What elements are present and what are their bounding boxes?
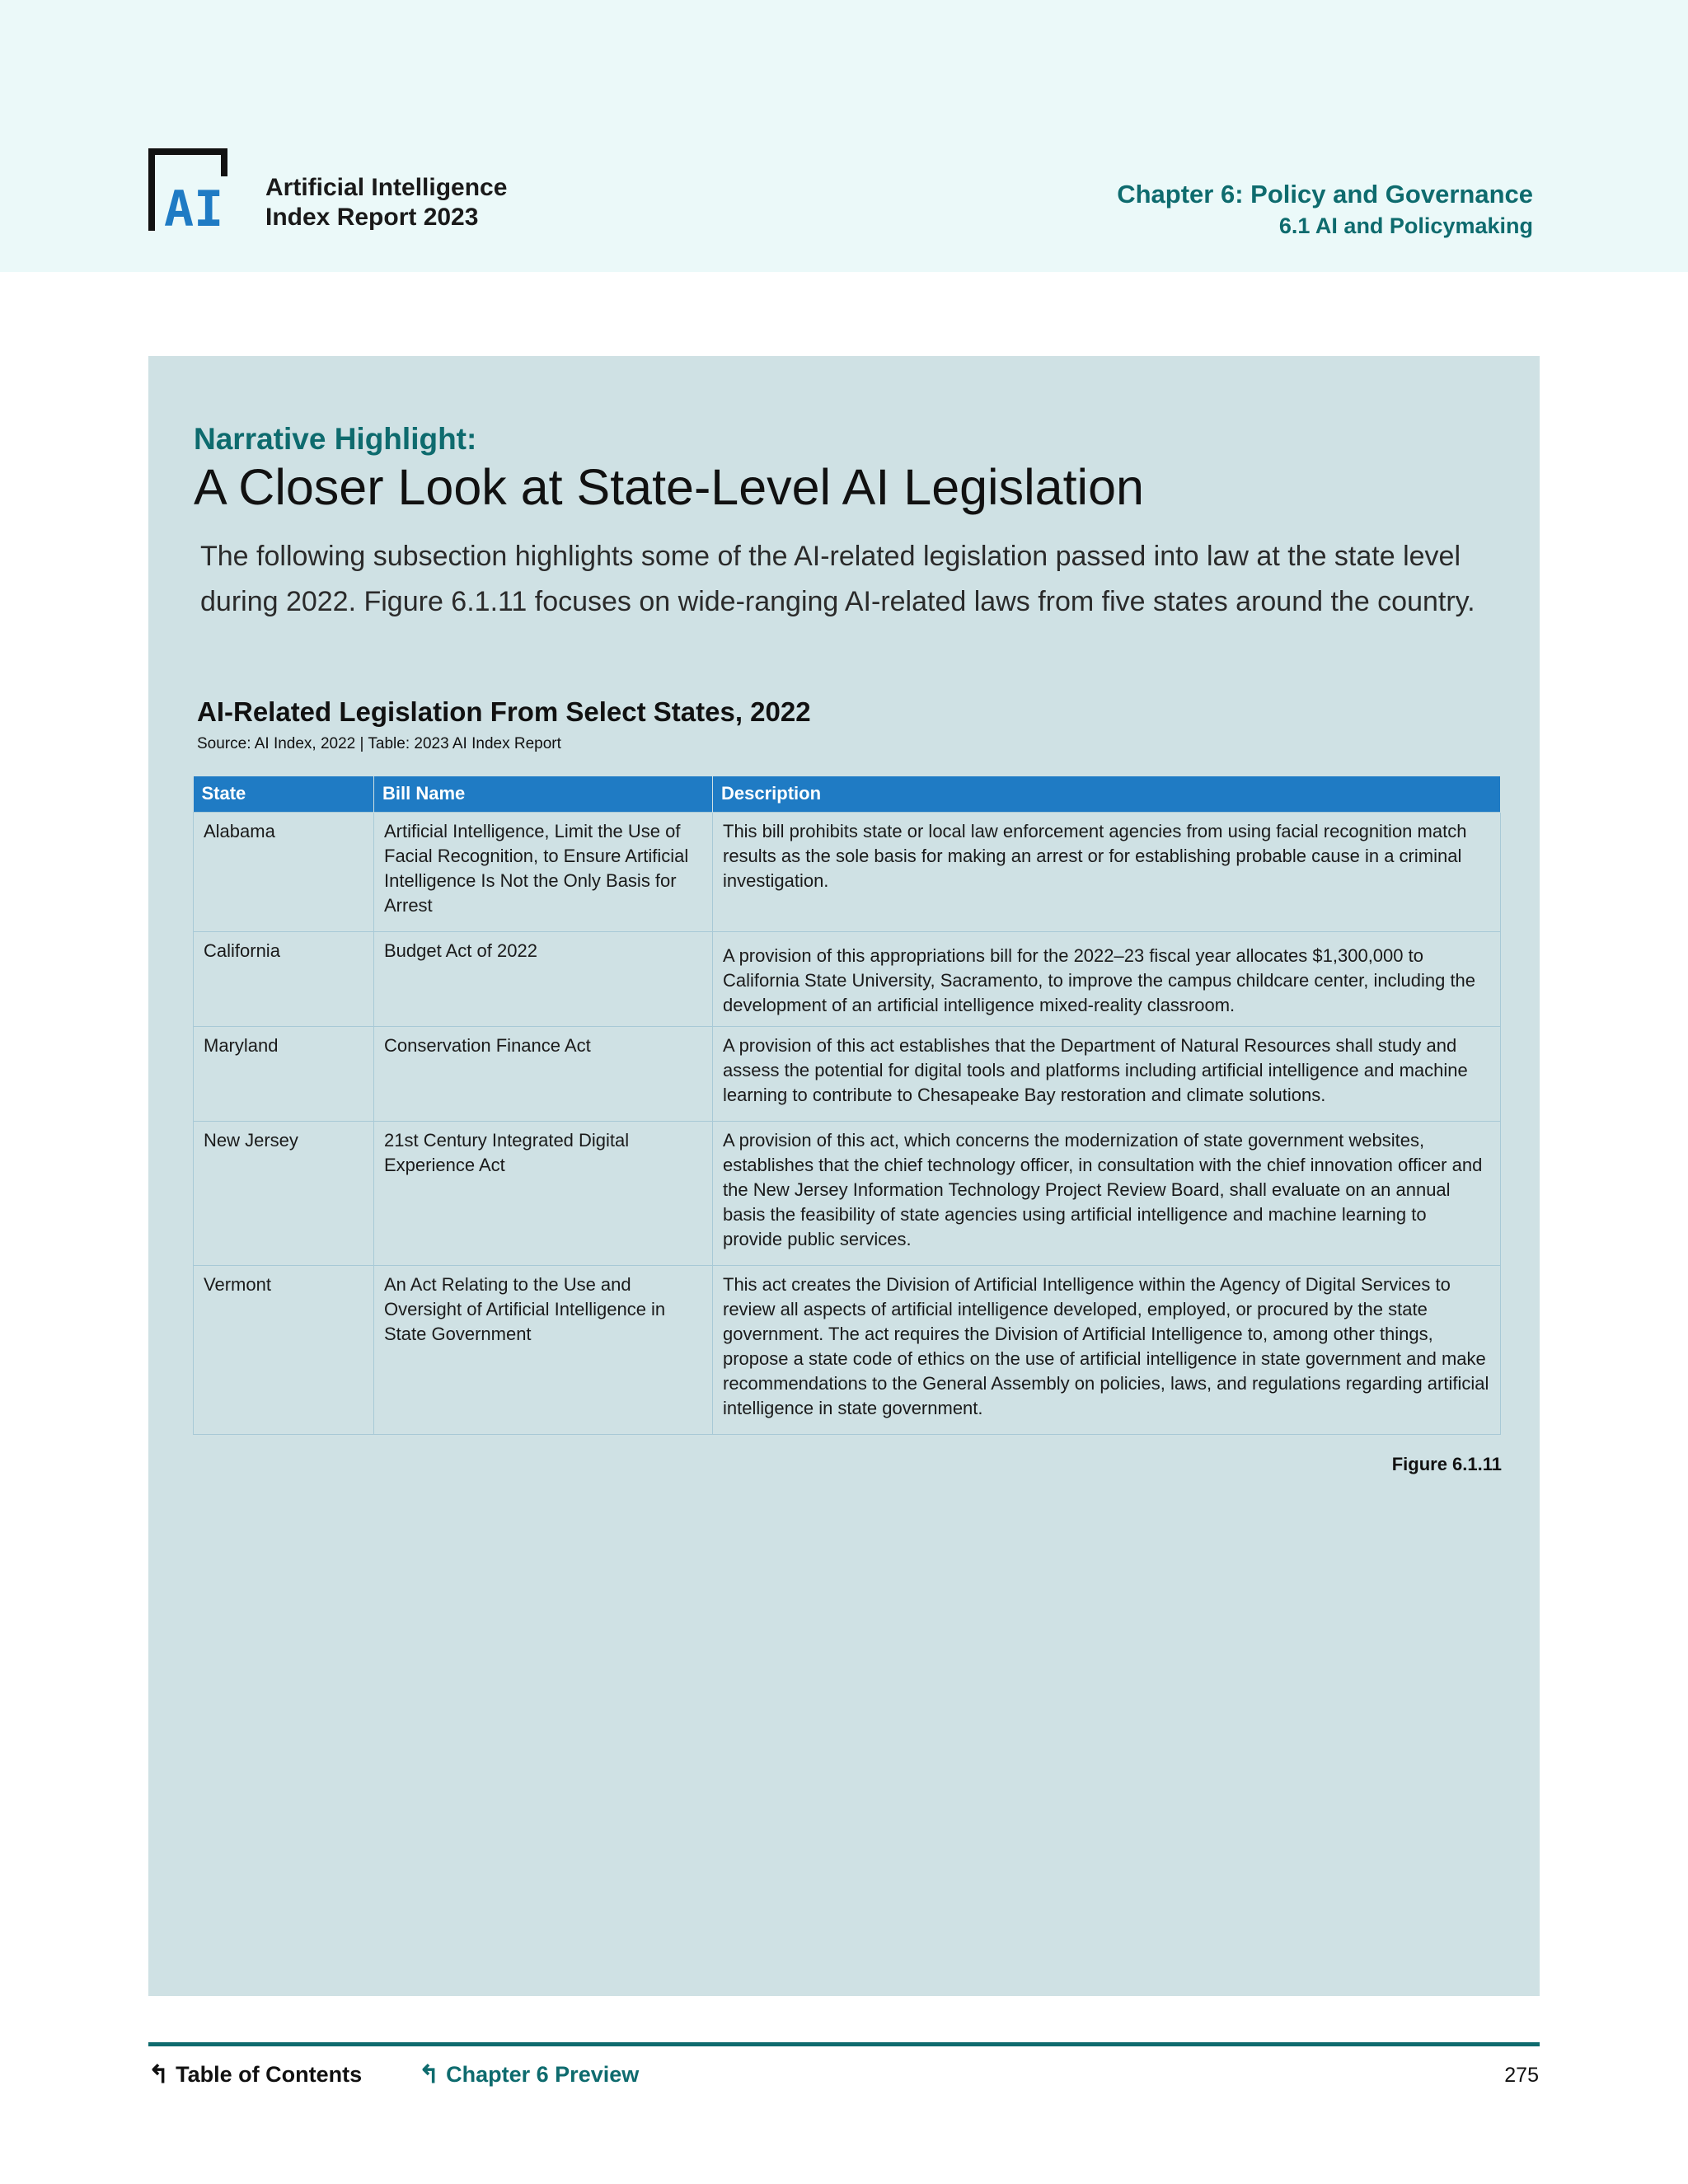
- chapter-title: Chapter 6: Policy and Governance: [1117, 180, 1533, 209]
- chapter-preview-link[interactable]: [419, 2062, 639, 2088]
- figure-title: AI-Related Legislation From Select States, 2022: [197, 696, 811, 727]
- cell-state: Maryland: [194, 1026, 374, 1121]
- cell-bill-name: Artificial Intelligence, Limit the Use of Facial Recognition, to Ensure Artificial Intelligence Is Not the Only Basis for Arrest: [374, 812, 713, 931]
- report-title-line1: Artificial Intelligence: [265, 174, 508, 201]
- table-of-contents-link[interactable]: [148, 2062, 362, 2088]
- column-header-state: State: [194, 776, 374, 812]
- figure-source: Source: AI Index, 2022 | Table: 2023 AI Index Report: [197, 735, 561, 752]
- page-number: 275: [1504, 2064, 1539, 2087]
- figure-number: Figure 6.1.11: [1391, 1454, 1502, 1474]
- ai-index-logo: [148, 148, 241, 231]
- table-row: [194, 1121, 1501, 1265]
- cell-description: This act creates the Division of Artificial Intelligence within the Agency of Digital Services to review all aspects of artificial intelligence developed, employed, or procured by the state government. The act requires the Division of Artificial Intelligence to, among other things, propose a state code of ethics on the use of artificial intelligence in state government and make recommendations to the General Assembly on policies, laws, and regulations regarding artificial intelligence in state government.: [713, 1265, 1501, 1434]
- cell-bill-name: An Act Relating to the Use and Oversight of Artificial Intelligence in State Government: [374, 1265, 713, 1434]
- table-row: [194, 1265, 1501, 1434]
- narrative-highlight-panel: [148, 356, 1540, 1996]
- page-title: A Closer Look at State-Level AI Legislation: [194, 459, 1144, 515]
- intro-paragraph: The following subsection highlights some of the AI-related legislation passed into law at the state level during 2022. Figure 6.1.11 focuses on wide-ranging AI-related laws from five states around the country.: [200, 541, 1475, 617]
- table-row: [194, 1026, 1501, 1121]
- cell-bill-name: 21st Century Integrated Digital Experience Act: [374, 1121, 713, 1265]
- return-arrow-icon: ↰: [148, 2060, 170, 2088]
- cell-state: New Jersey: [194, 1121, 374, 1265]
- cell-bill-name: Conservation Finance Act: [374, 1026, 713, 1121]
- table-row: [194, 812, 1501, 931]
- column-header-bill-name: Bill Name: [374, 776, 713, 812]
- cell-state: Alabama: [194, 812, 374, 931]
- header-band: [0, 0, 1688, 272]
- cell-bill-name: Budget Act of 2022: [374, 931, 713, 1026]
- column-header-description: Description: [713, 776, 1501, 812]
- section-title: 6.1 AI and Policymaking: [1278, 213, 1533, 238]
- cell-description: A provision of this appropriations bill for the 2022–23 fiscal year allocates $1,300,000 to California State University, Sacramento, to improve the campus childcare center, including the development of an artificial intelligence mixed-reality classroom.: [713, 931, 1501, 1026]
- toc-label: Table of Contents: [176, 2062, 363, 2087]
- table-row: [194, 931, 1501, 1026]
- footer-divider: [148, 2042, 1540, 2046]
- report-title-line2: Index Report 2023: [265, 204, 479, 231]
- chapter-preview-label: Chapter 6 Preview: [446, 2062, 640, 2087]
- cell-description: A provision of this act establishes that the Department of Natural Resources shall study and assess the potential for digital tools and platforms including artificial intelligence and machine learning to contribute to Chesapeake Bay restoration and climate solutions.: [713, 1026, 1501, 1121]
- cell-state: Vermont: [194, 1265, 374, 1434]
- report-title: [265, 173, 507, 232]
- logo-ai-text: AI: [164, 180, 224, 231]
- table-header-row: [194, 776, 1501, 812]
- cell-description: A provision of this act, which concerns the modernization of state government websites, establishes that the chief technology officer, in consultation with the chief innovation officer and the New Jersey Information Technology Project Review Board, shall evaluate on an annual basis the feasibility of state agencies using artificial intelligence and machine learning to provide public services.: [713, 1121, 1501, 1265]
- cell-description: This bill prohibits state or local law enforcement agencies from using facial recognition match results as the sole basis for making an arrest or for establishing probable cause in a criminal investigation.: [713, 812, 1501, 931]
- chapter-heading: [1117, 178, 1533, 241]
- eyebrow: Narrative Highlight:: [194, 422, 477, 456]
- legislation-table: [193, 776, 1501, 1435]
- return-arrow-icon: ↰: [419, 2060, 440, 2088]
- cell-state: California: [194, 931, 374, 1026]
